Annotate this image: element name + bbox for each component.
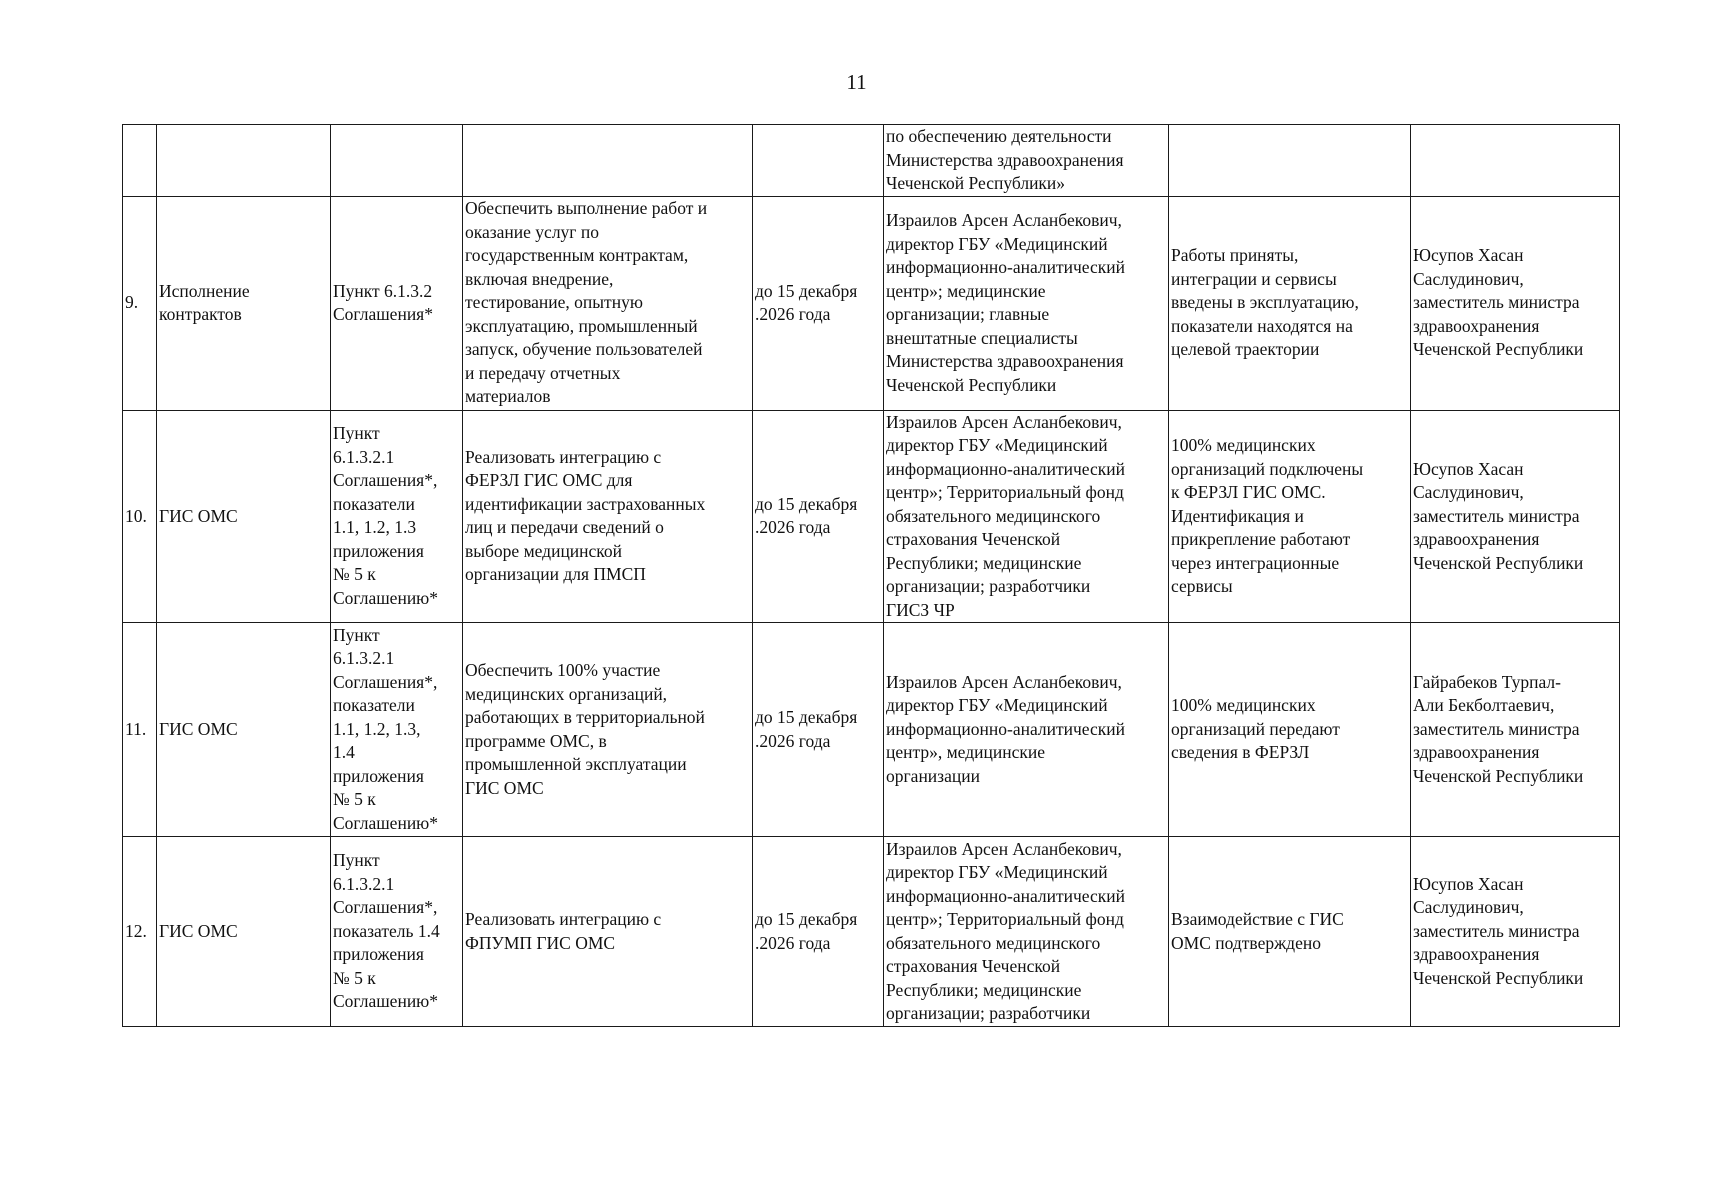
text-line: показатели xyxy=(333,695,415,716)
text-line: эксплуатацию, промышленный xyxy=(465,315,698,336)
text-line: организаций подключены xyxy=(1171,458,1364,479)
text-line: Соглашения*, xyxy=(333,470,438,491)
text-line: идентификации застрахованных xyxy=(465,493,706,514)
text-line: Республики; медицинские xyxy=(886,979,1082,1000)
text-line: Соглашения* xyxy=(333,304,433,324)
text-line: Соглашению* xyxy=(333,812,439,833)
cell-name xyxy=(157,837,331,1027)
cell-curator xyxy=(1411,410,1620,623)
cell-task xyxy=(463,410,753,623)
cell-curator xyxy=(1411,196,1620,410)
cell-num: 10. xyxy=(123,410,157,623)
text-line: обязательного медицинского xyxy=(886,932,1101,953)
text-line: Реализовать интеграцию с xyxy=(465,446,662,467)
text-line: Юсупов Хасан xyxy=(1413,873,1524,894)
text-line: Израилов Арсен Асланбекович, xyxy=(886,838,1122,859)
text-line: .2026 года xyxy=(755,730,831,751)
text-line: здравоохранения xyxy=(1413,742,1540,763)
text-line: здравоохранения xyxy=(1413,944,1540,965)
text-line: организации xyxy=(886,765,980,786)
text-line: государственным контрактам, xyxy=(465,245,689,266)
text-line: 6.1.3.2.1 xyxy=(333,648,395,669)
text-line: медицинских организаций, xyxy=(465,683,668,704)
text-line: организаций передают xyxy=(1171,718,1340,739)
text-line: .2026 года xyxy=(755,304,831,324)
text-line: Гайрабеков Турпал- xyxy=(1413,671,1561,692)
text-line: Взаимодействие с ГИС xyxy=(1171,909,1344,929)
cell-task xyxy=(463,623,753,837)
cell-task xyxy=(463,837,753,1027)
cell-num xyxy=(123,125,157,197)
text-line: контрактов xyxy=(159,304,242,324)
cell-basis xyxy=(331,125,463,197)
table-row xyxy=(123,623,1620,837)
text-line: директор ГБУ «Медицинский xyxy=(886,233,1108,254)
text-line: ОМС подтверждено xyxy=(1171,932,1321,953)
text-line: Израилов Арсен Асланбекович, xyxy=(886,210,1122,230)
cell-curator xyxy=(1411,125,1620,197)
text-line: Израилов Арсен Асланбекович, xyxy=(886,411,1122,432)
text-line: Пункт xyxy=(333,624,380,645)
text-line: показатели xyxy=(333,493,415,514)
text-line: Саслудинович, xyxy=(1413,897,1524,918)
text-line: Соглашению* xyxy=(333,991,439,1012)
text-line: Работы приняты, xyxy=(1171,245,1299,266)
text-line: информационно-аналитический xyxy=(886,458,1125,479)
cell-result xyxy=(1169,623,1411,837)
text-line: Министерства здравоохранения xyxy=(886,351,1124,371)
cell-responsible xyxy=(884,623,1169,837)
text-line: прикрепление работают xyxy=(1171,529,1351,549)
continuation-row xyxy=(123,125,1620,197)
text-line: обязательного медицинского xyxy=(886,505,1101,526)
text-line: Израилов Арсен Асланбекович, xyxy=(886,671,1122,692)
cell-result xyxy=(1169,125,1411,197)
text-line: Чеченской Республики xyxy=(1413,765,1584,786)
text-line: Реализовать интеграцию с xyxy=(465,909,662,929)
text-line: центр»; Территориальный фонд xyxy=(886,909,1124,929)
text-line: показатель 1.4 xyxy=(333,920,440,941)
text-line: лиц и передачи сведений о xyxy=(465,517,664,538)
cell-num: 9. xyxy=(123,196,157,410)
text-line: промышленной эксплуатации xyxy=(465,754,687,774)
text-line: Идентификация и xyxy=(1171,505,1304,526)
text-line: страхования Чеченской xyxy=(886,956,1061,976)
cell-curator xyxy=(1411,623,1620,837)
text-line: ГИС ОМС xyxy=(159,718,238,739)
text-line: материалов xyxy=(465,386,551,407)
cell-name xyxy=(157,196,331,410)
text-line: заместитель министра xyxy=(1413,718,1580,739)
text-line: показатели находятся на xyxy=(1171,315,1353,336)
cell-name xyxy=(157,125,331,197)
text-line: страхования Чеченской xyxy=(886,529,1061,549)
cell-name xyxy=(157,410,331,623)
text-line: Чеченской Республики xyxy=(1413,967,1584,988)
text-line: Пункт 6.1.3.2 xyxy=(333,280,433,301)
text-line: ГИС ОМС xyxy=(465,777,544,798)
text-line: до 15 декабря xyxy=(755,280,858,301)
cell-responsible xyxy=(884,196,1169,410)
text-line: Исполнение xyxy=(159,280,250,301)
text-line: программе ОМС, в xyxy=(465,730,607,751)
action-plan-table xyxy=(122,124,1620,1027)
text-line: заместитель министра xyxy=(1413,505,1580,526)
cell-basis xyxy=(331,410,463,623)
text-line: внештатные специалисты xyxy=(886,327,1078,348)
text-line: Обеспечить 100% участие xyxy=(465,660,661,680)
text-line: информационно-аналитический xyxy=(886,885,1125,906)
text-line: Чеченской Республики xyxy=(1413,552,1584,573)
text-line: Саслудинович, xyxy=(1413,482,1524,502)
text-line: Юсупов Хасан xyxy=(1413,245,1524,266)
text-line: Пункт xyxy=(333,423,380,444)
cell-deadline xyxy=(753,125,884,197)
text-line: Республики; медицинские xyxy=(886,552,1082,573)
cell-curator xyxy=(1411,837,1620,1027)
text-line: запуск, обучение пользователей xyxy=(465,339,703,360)
text-line: Соглашению* xyxy=(333,587,439,608)
text-line: заместитель министра xyxy=(1413,292,1580,313)
text-line: через интеграционные xyxy=(1171,552,1340,573)
cell-deadline xyxy=(753,837,884,1027)
text-line: организации; разработчики xyxy=(886,576,1091,596)
text-line: директор ГБУ «Медицинский xyxy=(886,862,1108,882)
text-line: Министерства здравоохранения xyxy=(886,149,1124,170)
text-line: до 15 декабря xyxy=(755,707,858,727)
text-line: интеграции и сервисы xyxy=(1171,268,1337,289)
text-line: 100% медицинских xyxy=(1171,695,1316,716)
text-line: работающих в территориальной xyxy=(465,707,705,727)
text-line: введены в эксплуатацию, xyxy=(1171,292,1359,313)
cell-result xyxy=(1169,837,1411,1027)
cell-num: 12. xyxy=(123,837,157,1027)
text-line: директор ГБУ «Медицинский xyxy=(886,435,1108,455)
text-line: центр»; медицинские xyxy=(886,280,1046,301)
table-row xyxy=(123,196,1620,410)
text-line: Соглашения*, xyxy=(333,671,438,692)
table-row xyxy=(123,837,1620,1027)
cell-basis xyxy=(331,623,463,837)
text-line: ГИС ОМС xyxy=(159,505,238,526)
text-line: ФПУМП ГИС ОМС xyxy=(465,932,616,953)
text-line: здравоохранения xyxy=(1413,315,1540,336)
text-line: и передачу отчетных xyxy=(465,362,621,383)
text-line: сервисы xyxy=(1171,576,1233,596)
text-line: № 5 к xyxy=(333,564,376,585)
text-line: организации для ПМСП xyxy=(465,564,646,585)
text-line: приложения xyxy=(333,540,424,561)
text-line: центр»; Территориальный фонд xyxy=(886,482,1124,502)
cell-name xyxy=(157,623,331,837)
text-line: приложения xyxy=(333,944,424,965)
text-line: Чеченской Республики» xyxy=(886,173,1066,193)
text-line: здравоохранения xyxy=(1413,529,1540,549)
text-line: Саслудинович, xyxy=(1413,268,1524,289)
cell-responsible xyxy=(884,837,1169,1027)
text-line: ФЕРЗЛ ГИС ОМС для xyxy=(465,470,633,491)
text-line: ГИСЗ ЧР xyxy=(886,599,955,620)
text-line: включая внедрение, xyxy=(465,268,614,289)
cell-basis xyxy=(331,196,463,410)
text-line: .2026 года xyxy=(755,517,831,538)
text-line: заместитель министра xyxy=(1413,920,1580,941)
cell-responsible xyxy=(884,410,1169,623)
text-line: сведения в ФЕРЗЛ xyxy=(1171,742,1310,763)
text-line: ГИС ОМС xyxy=(159,920,238,941)
text-line: тестирование, опытную xyxy=(465,292,643,313)
page-number: 11 xyxy=(846,70,867,94)
text-line: Пункт xyxy=(333,850,380,871)
text-line: Юсупов Хасан xyxy=(1413,458,1524,479)
text-line: Чеченской Республики xyxy=(1413,339,1584,360)
text-line: до 15 декабря xyxy=(755,493,858,514)
text-line: 6.1.3.2.1 xyxy=(333,446,395,467)
cell-basis xyxy=(331,837,463,1027)
text-line: .2026 года xyxy=(755,932,831,953)
cell-deadline xyxy=(753,623,884,837)
text-line: до 15 декабря xyxy=(755,909,858,929)
text-line: № 5 к xyxy=(333,967,376,988)
text-line: 1.1, 1.2, 1.3, xyxy=(333,718,421,739)
cell-deadline xyxy=(753,196,884,410)
text-line: информационно-аналитический xyxy=(886,257,1125,277)
text-line: Чеченской Республики xyxy=(886,374,1057,395)
cell-result xyxy=(1169,410,1411,623)
text-line: 100% медицинских xyxy=(1171,435,1316,455)
cell-deadline xyxy=(753,410,884,623)
cell-num: 11. xyxy=(123,623,157,837)
text-line: директор ГБУ «Медицинский xyxy=(886,695,1108,716)
text-line: 1.1, 1.2, 1.3 xyxy=(333,517,417,538)
text-line: по обеспечению деятельности xyxy=(886,126,1112,146)
text-line: Али Бекболтаевич, xyxy=(1413,695,1555,716)
text-line: № 5 к xyxy=(333,789,376,810)
text-line: приложения xyxy=(333,765,424,786)
text-line: организации; главные xyxy=(886,304,1050,324)
table-row xyxy=(123,410,1620,623)
text-line: центр», медицинские xyxy=(886,742,1045,763)
text-line: выборе медицинской xyxy=(465,540,623,561)
text-line: оказание услуг по xyxy=(465,221,599,242)
text-line: к ФЕРЗЛ ГИС ОМС. xyxy=(1171,482,1326,502)
text-line: Соглашения*, xyxy=(333,897,438,918)
cell-task xyxy=(463,196,753,410)
text-line: Обеспечить выполнение работ и xyxy=(465,198,708,219)
text-line: целевой траектории xyxy=(1171,339,1320,360)
text-line: информационно-аналитический xyxy=(886,718,1125,739)
text-line: организации; разработчики xyxy=(886,1003,1091,1023)
text-line: 1.4 xyxy=(333,742,355,763)
cell-task xyxy=(463,125,753,197)
text-line: 6.1.3.2.1 xyxy=(333,873,395,894)
cell-result xyxy=(1169,196,1411,410)
cell-responsible xyxy=(884,125,1169,197)
